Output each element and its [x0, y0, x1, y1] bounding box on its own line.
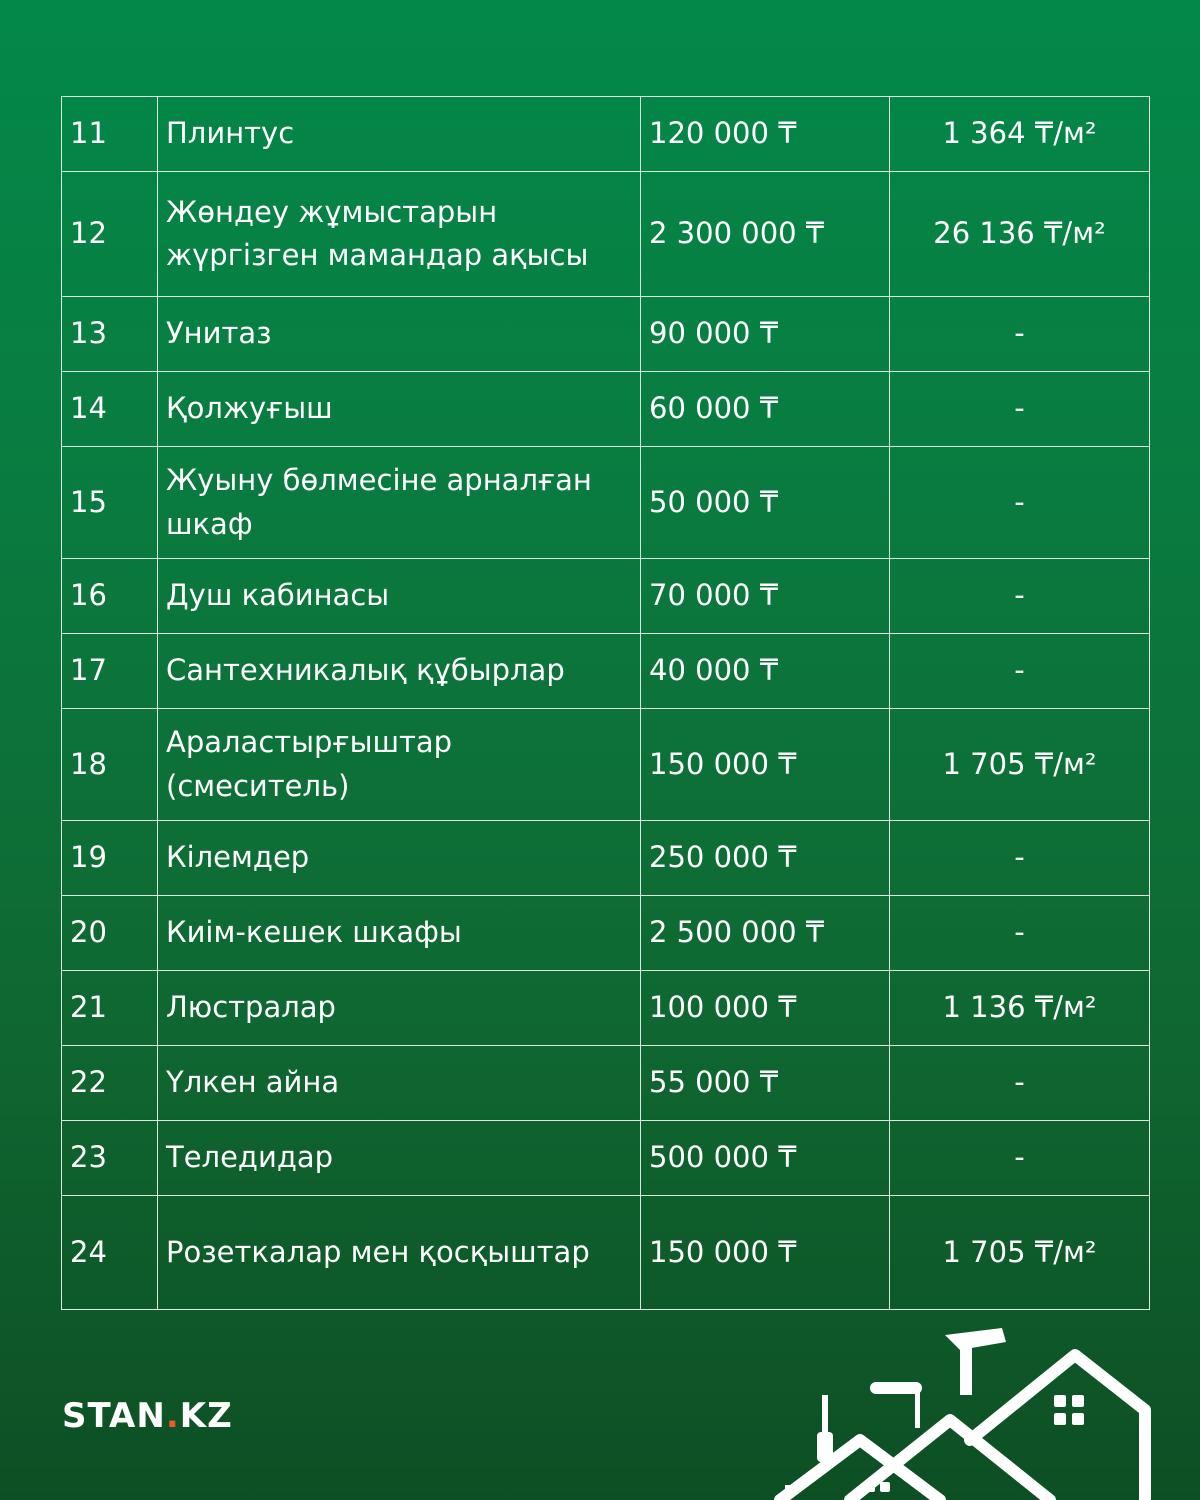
row-number: 23: [62, 1121, 158, 1196]
item-unit-price: -: [890, 821, 1150, 896]
item-name: Кілемдер: [158, 821, 641, 896]
item-unit-price: 1 705 ₸/м²: [890, 1196, 1150, 1310]
table-row: [62, 709, 1150, 821]
item-price: 150 000 ₸: [641, 1196, 890, 1310]
item-name: Люстралар: [158, 971, 641, 1046]
item-unit-price: 26 136 ₸/м²: [890, 172, 1150, 297]
item-unit-price: 1 364 ₸/м²: [890, 97, 1150, 172]
logo-text-right: KZ: [179, 1396, 233, 1436]
stan-kz-logo: [62, 1396, 233, 1436]
item-unit-price: -: [890, 634, 1150, 709]
item-unit-price: -: [890, 896, 1150, 971]
row-number: 20: [62, 896, 158, 971]
row-number: 12: [62, 172, 158, 297]
item-name: Жөндеу жұмыстарын жүргізген мамандар ақысы: [158, 172, 641, 297]
row-number: 16: [62, 559, 158, 634]
logo-text-left: STAN: [62, 1396, 166, 1436]
table-row: [62, 372, 1150, 447]
item-name: Жуыну бөлмесіне арналған шкаф: [158, 447, 641, 559]
row-number: 11: [62, 97, 158, 172]
table-row: [62, 821, 1150, 896]
item-name: Қолжуғыш: [158, 372, 641, 447]
item-name: Теледидар: [158, 1121, 641, 1196]
item-price: 100 000 ₸: [641, 971, 890, 1046]
table-row: [62, 559, 1150, 634]
table-row: [62, 97, 1150, 172]
table-row: [62, 447, 1150, 559]
item-price: 40 000 ₸: [641, 634, 890, 709]
item-name: Араластырғыштар (смеситель): [158, 709, 641, 821]
table-row: [62, 896, 1150, 971]
row-number: 14: [62, 372, 158, 447]
table-row: [62, 971, 1150, 1046]
row-number: 24: [62, 1196, 158, 1310]
row-number: 13: [62, 297, 158, 372]
cost-table: [61, 96, 1150, 1310]
table-row: [62, 1046, 1150, 1121]
table-row: [62, 1196, 1150, 1310]
item-name: Киім-кешек шкафы: [158, 896, 641, 971]
item-price: 50 000 ₸: [641, 447, 890, 559]
item-price: 60 000 ₸: [641, 372, 890, 447]
row-number: 22: [62, 1046, 158, 1121]
table-row: [62, 297, 1150, 372]
logo-dot: .: [165, 1396, 180, 1436]
item-name: Сантехникалық құбырлар: [158, 634, 641, 709]
item-name: Розеткалар мен қосқыштар: [158, 1196, 641, 1310]
item-price: 250 000 ₸: [641, 821, 890, 896]
house-roof-tools-icon: [740, 1320, 1200, 1500]
table-row: [62, 634, 1150, 709]
row-number: 17: [62, 634, 158, 709]
item-unit-price: -: [890, 372, 1150, 447]
item-name: Душ кабинасы: [158, 559, 641, 634]
row-number: 19: [62, 821, 158, 896]
item-unit-price: -: [890, 559, 1150, 634]
item-unit-price: -: [890, 1046, 1150, 1121]
item-unit-price: -: [890, 447, 1150, 559]
row-number: 21: [62, 971, 158, 1046]
item-price: 120 000 ₸: [641, 97, 890, 172]
item-name: Плинтус: [158, 97, 641, 172]
item-price: 2 300 000 ₸: [641, 172, 890, 297]
item-unit-price: -: [890, 1121, 1150, 1196]
item-unit-price: -: [890, 297, 1150, 372]
item-price: 150 000 ₸: [641, 709, 890, 821]
row-number: 18: [62, 709, 158, 821]
table-row: [62, 172, 1150, 297]
item-price: 70 000 ₸: [641, 559, 890, 634]
item-price: 500 000 ₸: [641, 1121, 890, 1196]
item-price: 90 000 ₸: [641, 297, 890, 372]
item-name: Унитаз: [158, 297, 641, 372]
row-number: 15: [62, 447, 158, 559]
item-unit-price: 1 705 ₸/м²: [890, 709, 1150, 821]
item-name: Үлкен айна: [158, 1046, 641, 1121]
item-unit-price: 1 136 ₸/м²: [890, 971, 1150, 1046]
item-price: 2 500 000 ₸: [641, 896, 890, 971]
table-row: [62, 1121, 1150, 1196]
item-price: 55 000 ₸: [641, 1046, 890, 1121]
